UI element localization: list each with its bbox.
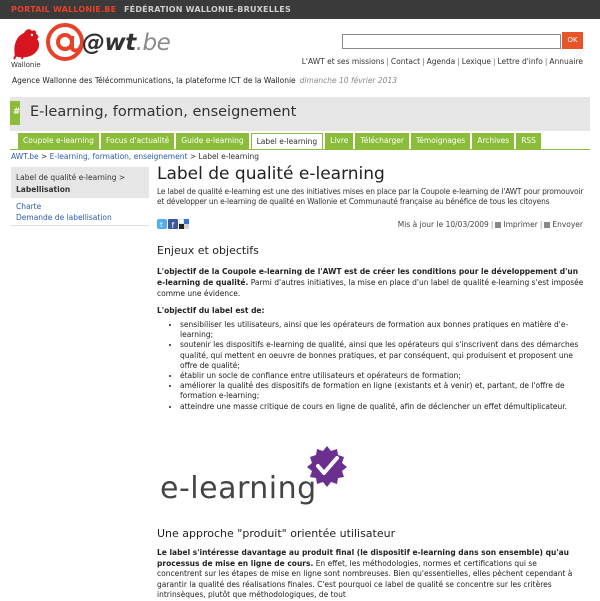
link-annuaire[interactable]: Annuaire	[549, 57, 583, 66]
sidebar-current-item[interactable]: Labellisation	[16, 185, 71, 194]
tab-temoignages[interactable]: Témoignages	[411, 133, 470, 149]
list-item: • soutenir les dispositifs e-learning de qualité, ainsi que les opérateurs qui s'inscrivent dans des démarches qualité, qui mettent en oeuvre de bonnes pratiques, et par conséquent, qui produisent et proposent une offre de qualité;	[180, 340, 590, 371]
send-link[interactable]: Envoyer	[552, 220, 583, 229]
link-agenda[interactable]: Agenda	[426, 57, 456, 66]
sidebar-item-charte[interactable]: Charte	[16, 202, 42, 211]
link-lexique[interactable]: Lexique	[461, 57, 491, 66]
sidebar-parent-link[interactable]: Label de qualité e-learning >	[16, 173, 126, 182]
link-contact[interactable]: Contact	[390, 57, 421, 66]
article-tools: Mis à jour le 10/03/2009 | Imprimer | Envoyer	[397, 220, 583, 229]
label-objective-heading: L'objectif du label est de:	[157, 306, 265, 315]
breadcrumb	[11, 152, 259, 161]
print-link[interactable]: Imprimer	[503, 220, 538, 229]
heading-approche: Une approche "produit" orientée utilisateur	[157, 527, 396, 540]
portail-wallonie-link[interactable]: PORTAIL WALLONIE.BE	[11, 5, 117, 14]
breadcrumb-section[interactable]: E-learning, formation, enseignement	[49, 152, 188, 161]
wallonie-rooster-logo[interactable]	[10, 26, 44, 60]
wallonie-logo-text: Wallonie	[11, 61, 41, 69]
updated-date: Mis à jour le 10/03/2009	[397, 220, 489, 229]
approche-rest: En effet, les méthodologies, normes et certifications qui se concentrent sur les étapes de mise en ligne sont nombreuses. Bien qu'essentielles, elles pèchent cependant à garantir la qualité des réalisations finales. C'est pourquoi ce label de qualité se concentre sur les critères intrinsèques, plutôt que méthodologiques, de tout	[157, 558, 573, 599]
current-date: dimanche 10 février 2013	[299, 76, 397, 85]
list-item: • améliorer la qualité des dispositifs de formation en ligne (existants et à venir) et, partant, de l'offre de formation e-learning;	[180, 381, 590, 401]
top-bar	[0, 0, 600, 19]
breadcrumb-sep: >	[189, 152, 197, 161]
facebook-icon[interactable]	[168, 219, 178, 229]
hash-icon: #	[13, 107, 21, 117]
awt-at-logo[interactable]	[45, 22, 85, 62]
link-awt-missions[interactable]: L'AWT et ses missions	[301, 57, 385, 66]
tab-focus[interactable]: Focus d'actualité	[101, 133, 174, 149]
page-title: Label de qualité e-learning	[157, 164, 385, 184]
article-intro: Le label de qualité e-learning est une des initiatives mises en place par la Coupole e-learning de l'AWT pour promouvoir et développer un e-learning de qualité en Wallonie et Communauté française au bénéfice de tous les citoyens	[157, 187, 584, 206]
breadcrumb-sep: >	[40, 152, 48, 161]
elearning-label-logo: e-learning	[160, 471, 317, 506]
site-tagline	[12, 76, 397, 85]
breadcrumb-home[interactable]: AWT.be	[11, 152, 39, 161]
share-icons	[157, 219, 190, 229]
awt-brand-ext: .be	[135, 30, 171, 56]
envelope-icon	[544, 222, 550, 228]
heading-enjeux: Enjeux et objectifs	[157, 244, 259, 257]
svg-text:t: t	[160, 221, 163, 229]
tab-telecharger[interactable]: Télécharger	[355, 133, 409, 149]
tab-livre[interactable]: Livre	[325, 133, 353, 149]
link-lettre-info[interactable]: Lettre d'info	[497, 57, 543, 66]
awt-brand-main: @wt	[82, 30, 136, 56]
objectives-list	[170, 320, 590, 412]
list-item: • établir un socle de confiance entre utilisateurs et opérateurs de formation;	[180, 371, 590, 381]
tagline-text: Agence Wallonne des Télécommunications, la plateforme ICT de la Wallonie	[12, 76, 296, 85]
tab-rss[interactable]: RSS	[516, 133, 541, 149]
section-title[interactable]: E-learning, formation, enseignement	[30, 104, 297, 120]
section-tabs	[18, 133, 543, 149]
twitter-icon[interactable]	[157, 219, 167, 229]
tab-archives[interactable]: Archives	[472, 133, 514, 149]
svg-text:f: f	[171, 221, 175, 229]
delicious-icon[interactable]	[179, 219, 189, 229]
approche-bold: Le label s'intéresse davantage au produit final (le dispositif e-learning dans son ensemble) qu'au processus de mise en ligne de cours.	[157, 548, 569, 568]
sidebar-divider	[11, 225, 149, 226]
quality-checkmark-icon	[305, 444, 349, 488]
objective-bold: L'objectif de la Coupole e-learning de l'AWT est de créer les conditions pour le développement d'un e-learning de qualité.	[157, 267, 579, 287]
federation-link[interactable]: FÉDÉRATION WALLONIE-BRUXELLES	[124, 5, 291, 14]
list-item: • sensibiliser les utilisateurs, ainsi que les opérateurs de formation aux bonnes pratiques en matière d'e-learning;	[180, 320, 590, 340]
printer-icon	[495, 222, 501, 228]
tab-label[interactable]: Label e-learning	[251, 133, 324, 149]
paragraph-objective	[157, 266, 584, 299]
search-ok-button[interactable]: OK	[562, 32, 583, 49]
list-item: • atteindre une masse critique de cours en ligne de qualité, afin de déclencher un effet démultiplicateur.	[180, 402, 590, 412]
awt-brand-text	[82, 30, 170, 56]
top-links-nav: L'AWT et ses missions | Contact | Agenda | Lexique | Lettre d'info | Annuaire	[301, 57, 583, 66]
sidebar-item-demande[interactable]: Demande de labellisation	[16, 213, 112, 222]
tab-guide[interactable]: Guide e-learning	[176, 133, 248, 149]
tab-coupole[interactable]: Coupole e-learning	[18, 133, 99, 149]
search-input[interactable]	[342, 34, 561, 49]
breadcrumb-current: Label e-learning	[198, 152, 260, 161]
paragraph-approche	[157, 548, 584, 601]
tab-divider	[10, 149, 590, 150]
objective-rest: Parmi d'autres initiatives, la mise en place d'un label de qualité e-learning s'est imposée comme une évidence.	[157, 278, 584, 298]
